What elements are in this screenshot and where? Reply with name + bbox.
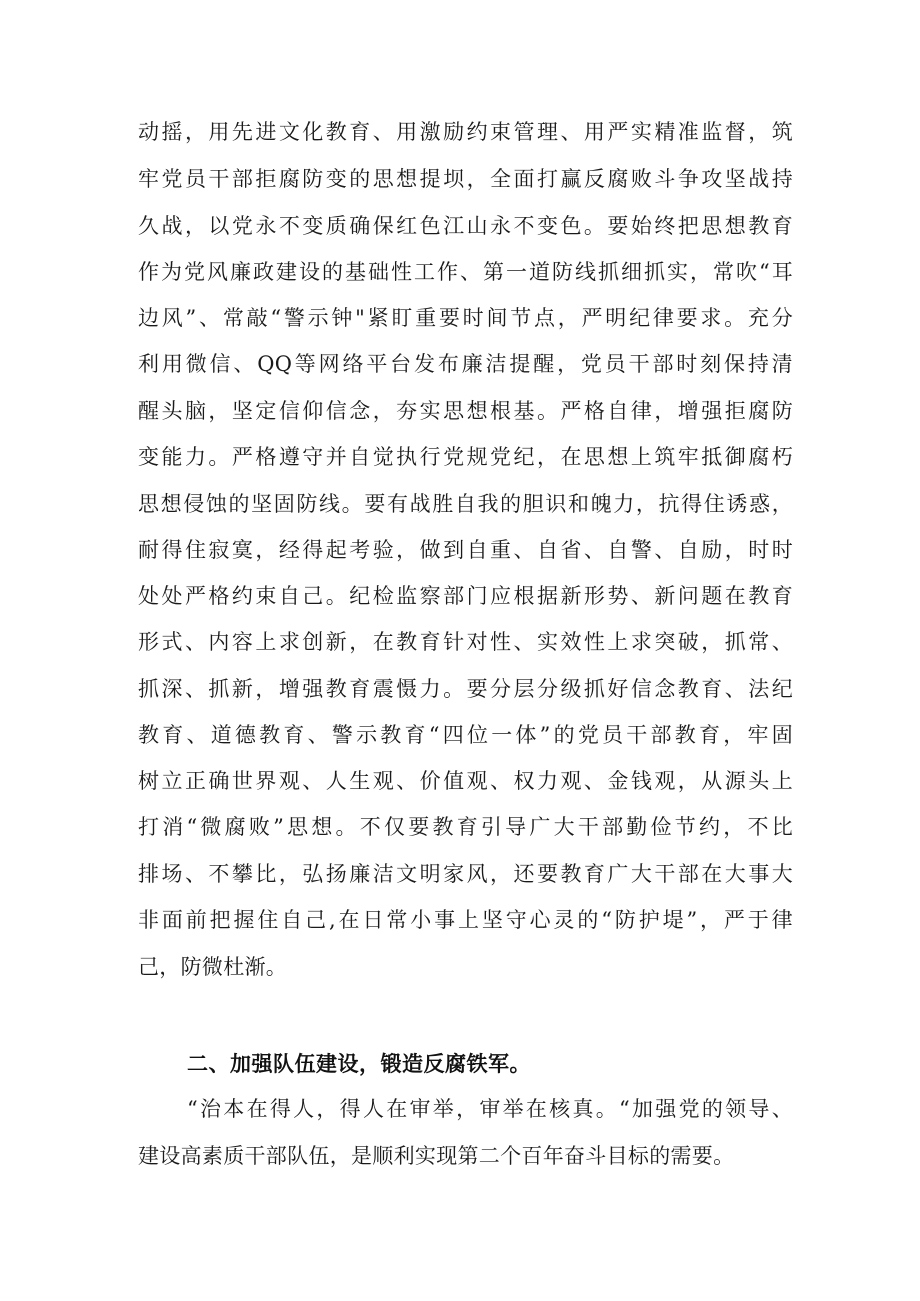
paragraph-line: 利用微信、QQ等网络平台发布廉洁提醒，党员干部时刻保持清	[138, 352, 793, 376]
paragraph-line: 教育、道德教育、警示教育“四位一体”的党员干部教育，牢固	[138, 723, 793, 747]
paragraph-line: 思想侵蚀的坚固防线。要有战胜自我的胆识和魄力，抗得住诱惑，	[138, 492, 793, 516]
paragraph-line: 变能力。严格遵守并自觉执行党规党纪，在思想上筑牢抵御腐朽	[138, 445, 793, 469]
paragraph-line: 久战，以党永不变质确保红色江山永不变色。要始终把思想教育	[138, 214, 793, 238]
paragraph-line: 非面前把握住自己,在日常小事上坚守心灵的“防护堤”，严于律	[138, 908, 793, 932]
paragraph-line: 处处严格约束自己。纪检监察部门应根据新形势、新问题在教育	[138, 584, 793, 608]
paragraph-line: 打消“微腐败”思想。不仅要教育引导广大干部勤俭节约，不比	[138, 815, 793, 839]
paragraph-line: 边风”、常敲“警示钟"紧盯重要时间节点，严明纪律要求。充分	[138, 306, 793, 330]
paragraph-line: 动摇，用先进文化教育、用激励约束管理、用严实精准监督，筑	[138, 120, 793, 144]
paragraph-line: 醒头脑，坚定信仰信念，夯实思想根基。严格自律，增强拒腐防	[138, 399, 793, 423]
paragraph-line: 树立正确世界观、人生观、价值观、权力观、金钱观，从源头上	[138, 769, 793, 793]
paragraph-line: 排场、不攀比，弘扬廉洁文明家风，还要教育广大干部在大事大	[138, 862, 793, 886]
paragraph-line: 作为党风廉政建设的基础性工作、第一道防线抓细抓实，常吹“耳	[138, 260, 793, 284]
paragraph-line: 抓深、抓新，增强教育震慑力。要分层分级抓好信念教育、法纪	[138, 677, 793, 701]
paragraph-line: 形式、内容上求创新，在教育针对性、实效性上求突破，抓常、	[138, 630, 793, 654]
paragraph-line: 己，防微杜渐。	[138, 955, 288, 979]
paragraph-line: 耐得住寂寞，经得起考验，做到自重、自省、自警、自励，时时	[138, 538, 793, 562]
paragraph-line: “治本在得人，得人在审举，审举在核真。“加强党的领导、	[187, 1097, 793, 1121]
paragraph-line: 建设高素质干部队伍，是顺利实现第二个百年奋斗目标的需要。	[138, 1144, 735, 1168]
section-heading: 二、加强队伍建设，锻造反腐铁军。	[187, 1052, 531, 1076]
paragraph-line: 牢党员干部拒腐防变的思想提坝，全面打赢反腐败斗争攻坚战持	[138, 167, 793, 191]
